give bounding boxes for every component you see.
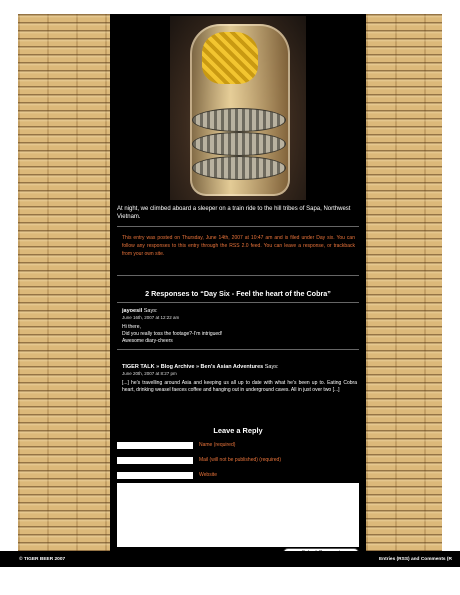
divider — [117, 226, 359, 227]
name-label: Name (required) — [199, 442, 236, 448]
comment-says: Says: — [143, 308, 158, 314]
bamboo-background-left — [18, 14, 110, 551]
comment-body — [122, 324, 357, 345]
comment-line: Did you really toss the footage?-I’m intrigued! — [122, 331, 223, 337]
comment-line: Hi there, — [122, 324, 141, 330]
footer-feeds-links[interactable]: Entries (RSS) and Comments (R — [378, 557, 452, 562]
comment-author-name: jayoesil — [122, 308, 143, 314]
responses-title: 2 Responses to “Day Six - Feel the heart of the Cobra” — [145, 289, 331, 298]
bamboo-background-right — [366, 14, 442, 551]
post-content — [110, 14, 366, 551]
divider — [117, 302, 359, 303]
leave-reply-heading: Leave a Reply — [213, 426, 263, 435]
comment-textarea[interactable] — [117, 483, 359, 547]
comment-date-link[interactable]: June 20th, 2007 at 8:27 pm — [122, 371, 177, 376]
comment-body: [...] he’s travelling around Asia and keeping us all up to date with what he’s been up to. Eating Cobra heart, drinking weasel faeces coffee and hanging out in underground caves. All in just over two [...] — [122, 380, 357, 393]
comment-date-link[interactable]: June 16th, 2007 at 12:22 am — [122, 315, 180, 320]
snake-coil — [192, 156, 286, 180]
comment-author-link[interactable]: TIGER TALK » Blog Archive » Ben’s Asian Adventures — [122, 364, 264, 370]
snake-coil — [192, 108, 286, 132]
cobra-hood — [202, 32, 258, 84]
divider — [117, 349, 359, 350]
comment-says: Says: — [264, 364, 279, 370]
comment-line: Awesome diary-cheers — [122, 338, 173, 344]
website-input[interactable] — [117, 472, 193, 479]
cobra-jar-photo — [170, 16, 306, 200]
site-footer — [0, 551, 460, 567]
mail-label: Mail (will not be published) (required) — [199, 457, 281, 463]
post-meta: This entry was posted on Thursday, June 14th, 2007 at 10:47 am and is filed under Day six. You can follow any responses to this entry through the RSS 2.0 feed. You can leave a response, or trackback from your own site. — [122, 235, 355, 257]
snake-coil — [192, 132, 286, 156]
website-label: Website — [199, 472, 217, 478]
footer-copyright: © TIGER BEER 2007 — [19, 557, 66, 562]
name-input[interactable] — [117, 442, 193, 449]
mail-input[interactable] — [117, 457, 193, 464]
comment-item — [122, 364, 357, 394]
comment-item — [122, 308, 357, 345]
divider — [117, 275, 359, 276]
post-caption: At night, we climbed aboard a sleeper on a train ride to the hill tribes of Sapa, Northwest Vietnam. — [117, 206, 351, 220]
